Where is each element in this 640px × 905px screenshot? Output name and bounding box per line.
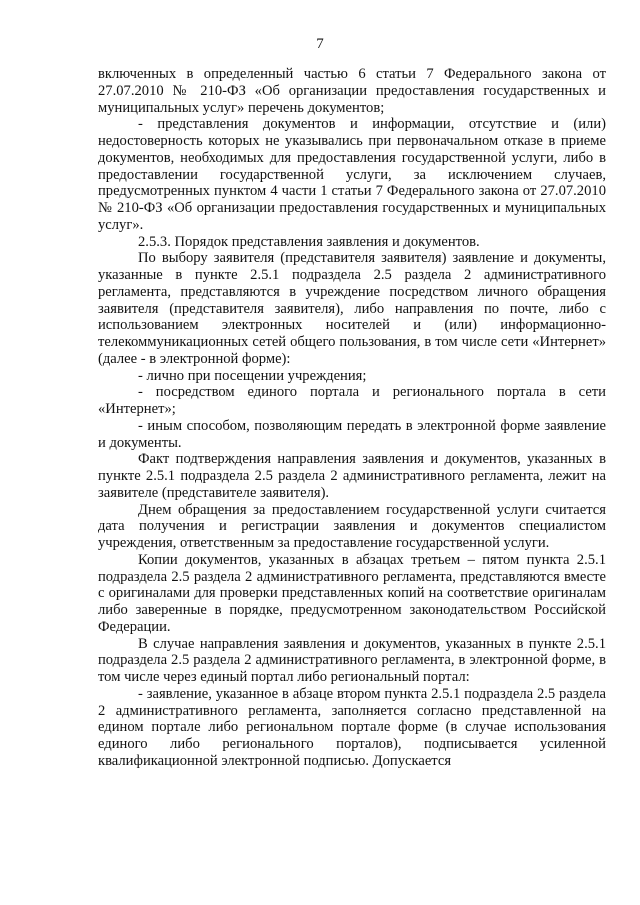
paragraph: Факт подтверждения направления заявления и документов, указанных в пункте 2.5.1 подраздела 2.5 раздела 2 административного регламента, лежит на заявителе (представителе заявителя). [98,451,606,501]
paragraph-section-heading: 2.5.3. Порядок представления заявления и документов. [138,233,480,250]
paragraph: В случае направления заявления и документов, указанных в пункте 2.5.1 подраздела 2.5 раздела 2 административного регламента, в электронной форме, в том числе через единый портал либо региональный портал: [98,635,606,685]
paragraph-list-item: - представления документов и информации, отсутствие и (или) недостоверность которых не указывались при первоначальном отказе в приеме документов, необходимых для предоставления государственной услуги, либо в предоставлении государственной услуги, за исключением случаев, предусмотренных пунктом 4 части 1 статьи 7 Федерального закона от 27.07.2010 № 210-ФЗ «Об организации предоставления государственных и муниципальных услуг». [98,116,606,233]
page-number: 7 [316,36,324,52]
paragraph-list-item: - иным способом, позволяющим передать в электронной форме заявление и документы. [98,417,606,451]
document-body [98,66,606,770]
paragraph-continuation: включенных в определенный частью 6 статьи 7 Федерального закона от 27.07.2010 № 210-ФЗ «Об организации предоставления государственных и муниципальных услуг» перечень документов; [98,66,606,116]
paragraph: Копии документов, указанных в абзацах третьем – пятом пункта 2.5.1 подраздела 2.5 раздела 2 административного регламента, представляются вместе с оригиналами для проверки представленных копий на соответствие оригиналам либо заверенные в порядке, предусмотренном законодательством Российской Федерации. [98,551,606,635]
paragraph-list-item: - посредством единого портала и регионального портала в сети «Интернет»; [98,384,606,417]
paragraph-list-item: - заявление, указанное в абзаце втором пункта 2.5.1 подраздела 2.5 раздела 2 административного регламента, заполняется согласно представленной на едином портале либо региональном портале форме (в случае использования единого либо регионального порталов), подписывается усиленной квалификационной электронной подписью. Допускается [98,685,606,769]
paragraph: Днем обращения за предоставлением государственной услуги считается дата получения и регистрации заявления и документов специалистом учреждения, ответственным за предоставление государственной услуги. [98,501,606,551]
paragraph-list-item: - лично при посещении учреждения; [138,367,367,384]
paragraph: По выбору заявителя (представителя заявителя) заявление и документы, указанные в пункте 2.5.1 подраздела 2.5 раздела 2 административного регламента, представляются в учреждение посредством личного обращения заявителя (представителя заявителя), либо направления по почте, либо с использованием электронных носителей и (или) информационно-телекоммуникационных сетей общего пользования, в том числе сети «Интернет» (далее - в электронной форме): [98,250,606,367]
